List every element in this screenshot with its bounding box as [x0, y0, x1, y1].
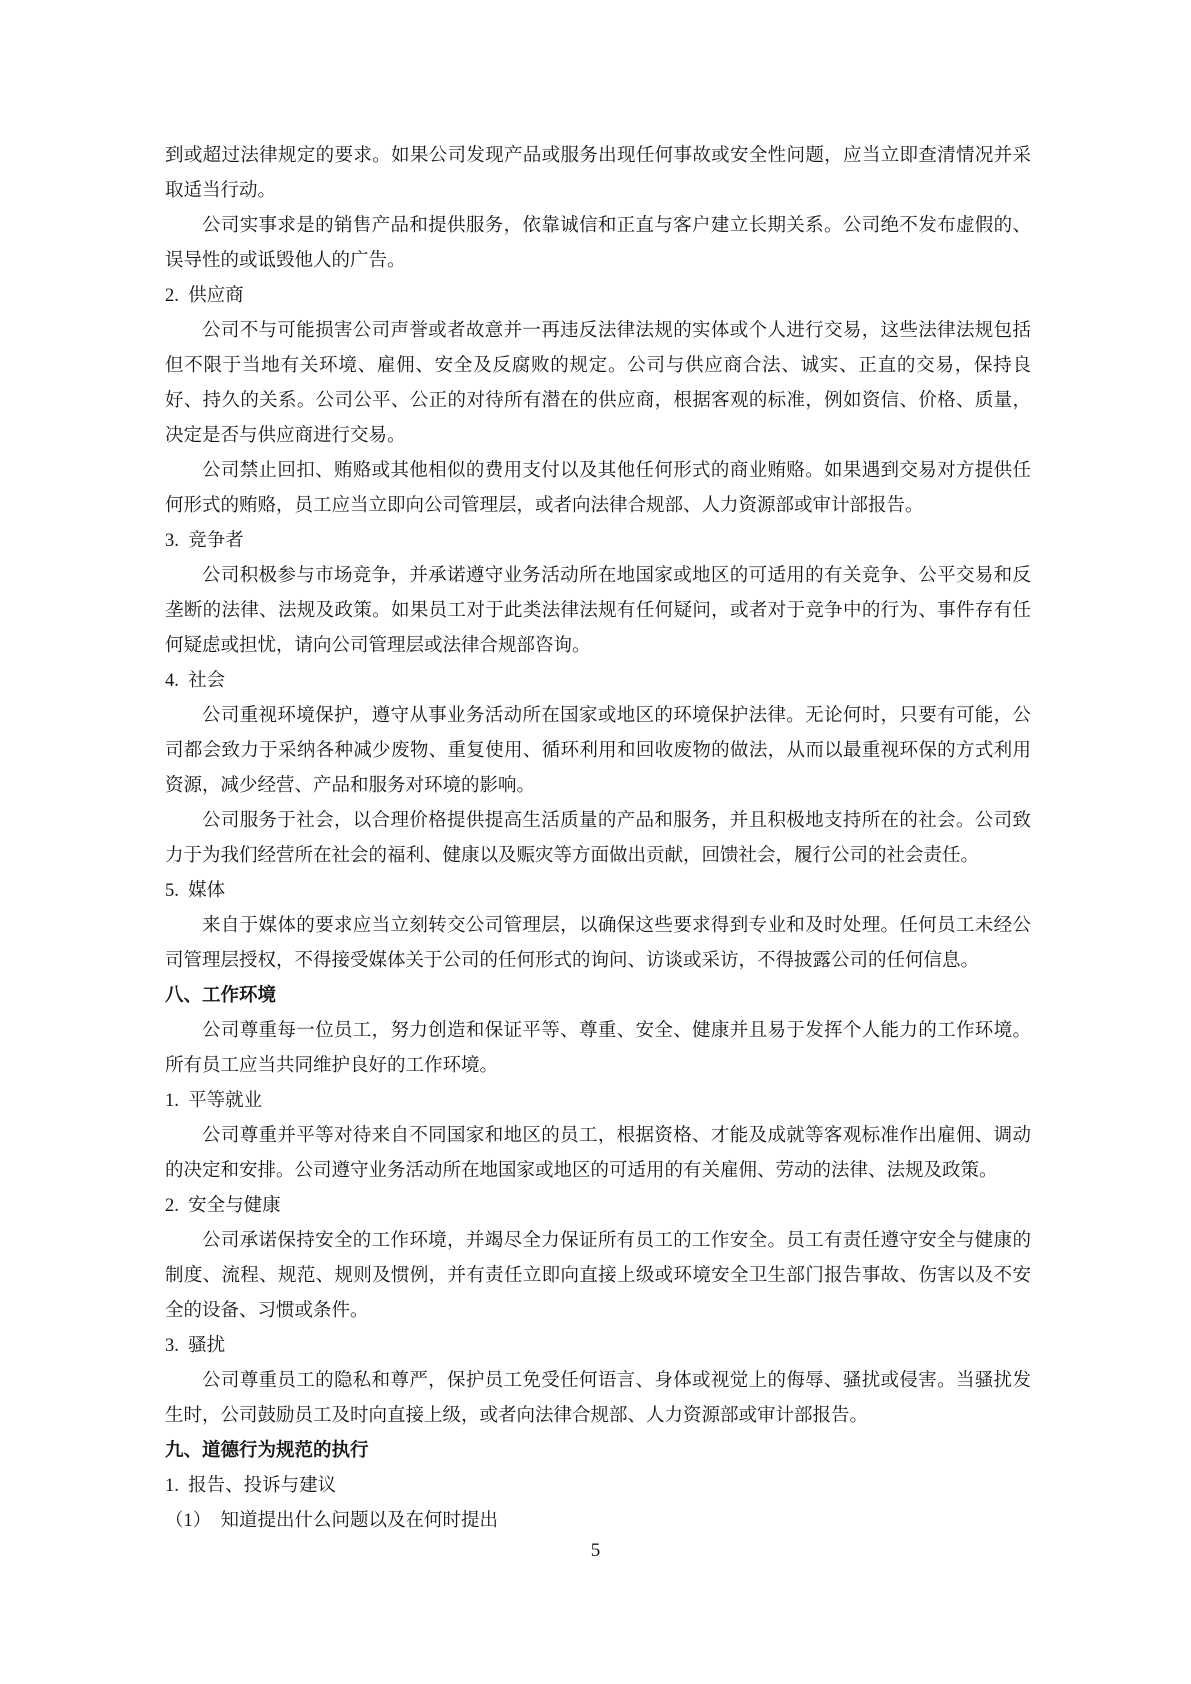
section-item-equal-employment: 1. 平等就业: [165, 1091, 263, 1111]
section-item-harassment: 3. 骚扰: [165, 1336, 226, 1356]
paragraph-honest-sales: 公司实事求是的销售产品和提供服务，依靠诚信和正直与客户建立长期关系。公司绝不发布虚假的、误导性的或诋毁他人的广告。: [165, 216, 1031, 271]
section-item-society: 4. 社会: [165, 671, 226, 691]
chapter-heading-work-environment: 八、工作环境: [165, 986, 277, 1006]
paragraph-anti-bribery: 公司禁止回扣、贿赂或其他相似的费用支付以及其他任何形式的商业贿赂。如果遇到交易对方提供任何形式的贿赂，员工应当立即向公司管理层，或者向法律合规部、人力资源部或审计部报告。: [165, 461, 1031, 516]
paragraph-media-requests: 来自于媒体的要求应当立刻转交公司管理层，以确保这些要求得到专业和及时处理。任何员工未经公司管理层授权，不得接受媒体关于公司的任何形式的询问、访谈或采访，不得披露公司的任何信息。: [165, 916, 1031, 971]
paragraph-respect-employees: 公司尊重每一位员工，努力创造和保证平等、尊重、安全、健康并且易于发挥个人能力的工作环境。所有员工应当共同维护良好的工作环境。: [165, 1021, 1031, 1076]
sub-item-know-what-and-when: （1） 知道提出什么问题以及在何时提出: [165, 1511, 499, 1531]
paragraph-products-safety-cont: 到或超过法律规定的要求。如果公司发现产品或服务出现任何事故或安全性问题，应当立即查清情况并采取适当行动。: [165, 146, 1031, 201]
section-item-safety-health: 2. 安全与健康: [165, 1196, 281, 1216]
paragraph-environmental-protection: 公司重视环境保护，遵守从事业务活动所在国家或地区的环境保护法律。无论何时，只要有可能，公司都会致力于采纳各种减少废物、重复使用、循环利用和回收废物的做法，从而以最重视环保的方式利用资源，减少经营、产品和服务对环境的影响。: [165, 706, 1031, 796]
chapter-heading-ethics-enforcement: 九、道德行为规范的执行: [165, 1441, 369, 1461]
section-item-suppliers: 2. 供应商: [165, 286, 244, 306]
paragraph-fair-competition: 公司积极参与市场竞争，并承诺遵守业务活动所在地国家或地区的可适用的有关竞争、公平交易和反垄断的法律、法规及政策。如果员工对于此类法律法规有任何疑问，或者对于竞争中的行为、事件存有任何疑虑或担忧，请向公司管理层或法律合规部咨询。: [165, 566, 1031, 656]
document-body: [165, 139, 1031, 1539]
paragraph-equal-treatment: 公司尊重并平等对待来自不同国家和地区的员工，根据资格、才能及成就等客观标准作出雇佣、调动的决定和安排。公司遵守业务活动所在地国家或地区的可适用的有关雇佣、劳动的法律、法规及政策。: [165, 1126, 1031, 1181]
page-number: 5: [590, 1540, 601, 1561]
section-item-reporting-complaints: 1. 报告、投诉与建议: [165, 1476, 337, 1496]
paragraph-supplier-dealings: 公司不与可能损害公司声誉或者故意并一再违反法律法规的实体或个人进行交易，这些法律法规包括但不限于当地有关环境、雇佣、安全及反腐败的规定。公司与供应商合法、诚实、正直的交易，保持良好、持久的关系。公司公平、公正的对待所有潜在的供应商，根据客观的标准，例如资信、价格、质量，决定是否与供应商进行交易。: [165, 321, 1031, 446]
section-item-competitors: 3. 竞争者: [165, 531, 244, 551]
paragraph-safe-workplace: 公司承诺保持安全的工作环境，并竭尽全力保证所有员工的工作安全。员工有责任遵守安全与健康的制度、流程、规范、规则及惯例，并有责任立即向直接上级或环境安全卫生部门报告事故、伤害以及不安全的设备、习惯或条件。: [165, 1231, 1031, 1321]
paragraph-privacy-dignity: 公司尊重员工的隐私和尊严，保护员工免受任何语言、身体或视觉上的侮辱、骚扰或侵害。当骚扰发生时，公司鼓励员工及时向直接上级，或者向法律合规部、人力资源部或审计部报告。: [165, 1371, 1031, 1426]
paragraph-social-responsibility: 公司服务于社会，以合理价格提供提高生活质量的产品和服务，并且积极地支持所在的社会。公司致力于为我们经营所在社会的福利、健康以及赈灾等方面做出贡献，回馈社会，履行公司的社会责任。: [165, 811, 1031, 866]
section-item-media: 5. 媒体: [165, 881, 226, 901]
